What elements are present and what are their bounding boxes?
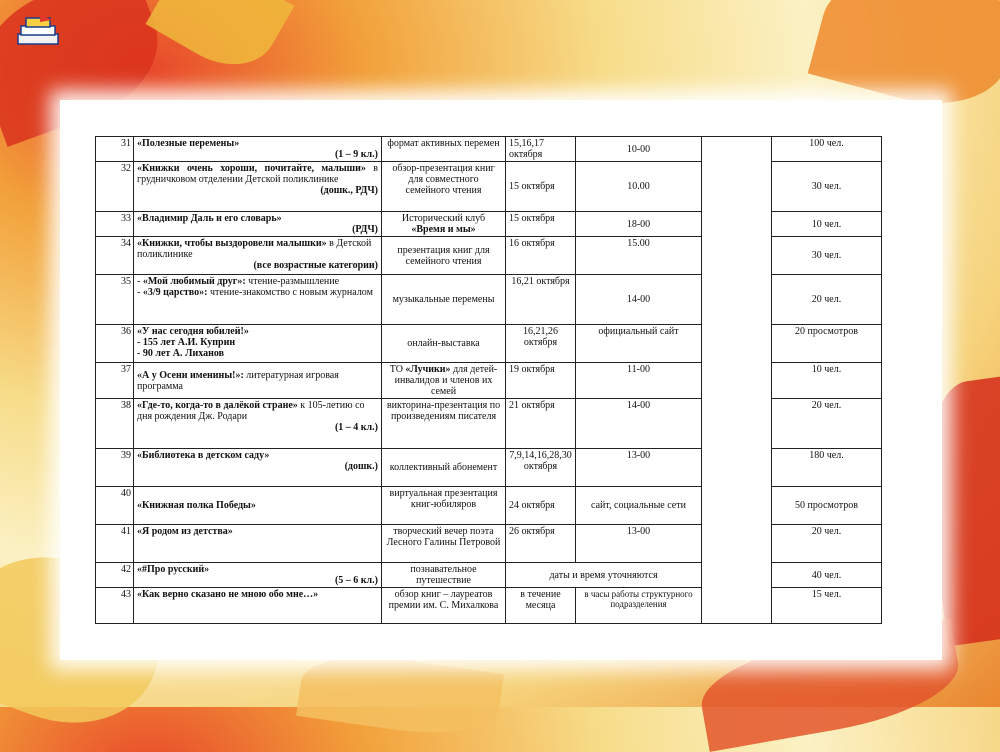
event-time: 10.00 <box>576 162 702 212</box>
event-date: 16,21,26 октября <box>506 325 576 363</box>
event-title: «Библиотека в детском саду» <box>137 450 270 461</box>
event-format: презентация книг для семейного чтения <box>382 237 506 275</box>
event-count: 40 чел. <box>772 563 882 588</box>
event-date: 7,9,14,16,28,30 октября <box>506 449 576 487</box>
empty-column <box>702 137 772 624</box>
event-title: «Книжная полка Победы» <box>137 500 256 511</box>
event-title: «Книжки очень хороши, почитайте, малыши» <box>137 163 366 174</box>
event-count: 15 чел. <box>772 588 882 624</box>
event-date: 16,21 октября <box>506 275 576 325</box>
event-title: «У нас сегодня юбилей!» <box>137 326 249 337</box>
event-format: музыкальные перемены <box>382 275 506 325</box>
event-date: 15 октября <box>506 162 576 212</box>
row-number: 43 <box>96 588 134 624</box>
row-number: 39 <box>96 449 134 487</box>
event-date: 16 октября <box>506 237 576 275</box>
event-audience: (дошк.) <box>344 461 378 472</box>
event-title: «Полезные перемены» <box>137 138 240 149</box>
event-audience: (1 – 4 кл.) <box>334 422 378 433</box>
event-line: - 90 лет А. Лиханов <box>137 348 225 359</box>
row-number: 36 <box>96 325 134 363</box>
row-number: 32 <box>96 162 134 212</box>
event-format: викторина-презентация по произведениям писателя <box>382 399 506 449</box>
event-line: - 155 лет А.И. Куприн <box>137 337 236 348</box>
event-time: сайт, социальные сети <box>576 487 702 525</box>
event-title: «Книжки, чтобы выздоровели малышки» <box>137 238 327 249</box>
event-count: 20 чел. <box>772 275 882 325</box>
event-title-cell <box>134 399 382 449</box>
event-format: познавательное путешествие <box>382 563 506 588</box>
event-title-rest: к 105-летию со дня рождения Дж. Родари <box>137 400 365 422</box>
event-format: обзор книг – лауреатов премии им. С. Михалкова <box>382 588 506 624</box>
row-number: 33 <box>96 212 134 237</box>
event-title-cell <box>134 588 382 624</box>
event-format: обзор-презентация книг для совместного семейного чтения <box>382 162 506 212</box>
document-page <box>60 100 942 660</box>
event-format-cell: ТО «Лучики» для детей-инвалидов и членов их семей <box>382 363 506 399</box>
event-format: формат активных перемен <box>382 137 506 162</box>
event-format-club: «Лучики» <box>405 364 451 375</box>
row-number: 40 <box>96 487 134 525</box>
event-date: 15,16,17 октября <box>506 137 576 162</box>
event-subtitle: «3/9 царство»: <box>142 287 208 298</box>
event-time: официальный сайт <box>576 325 702 363</box>
event-title-rest: в грудничковом отделении Детской поликлинике <box>137 163 378 185</box>
row-number: 34 <box>96 237 134 275</box>
event-title-rest: литературная игровая программа <box>137 369 339 392</box>
event-time: 13-00 <box>576 525 702 563</box>
event-audience: (все возрастные категории) <box>253 260 378 271</box>
row-number: 31 <box>96 137 134 162</box>
event-format: творческий вечер поэта Лесного Галины Петровой <box>382 525 506 563</box>
event-title-cell <box>134 449 382 487</box>
event-audience: (РДЧ) <box>352 224 378 235</box>
event-date: 19 октября <box>506 363 576 399</box>
event-title: «Мой любимый друг»: <box>142 276 246 287</box>
row-number: 41 <box>96 525 134 563</box>
autumn-leaf-decoration <box>296 646 504 743</box>
row-number: 35 <box>96 275 134 325</box>
event-date: 21 октября <box>506 399 576 449</box>
event-title-rest: чтение-размышление <box>245 276 340 287</box>
event-title-cell <box>134 162 382 212</box>
event-format: Исторический клуб <box>401 213 486 224</box>
event-count: 180 чел. <box>772 449 882 487</box>
event-time: 14-00 <box>576 399 702 449</box>
event-audience: (5 – 6 кл.) <box>334 575 378 586</box>
event-title-cell <box>134 237 382 275</box>
event-title-rest: в Детской поликлинике <box>137 238 372 260</box>
event-count: 30 чел. <box>772 237 882 275</box>
books-logo-icon <box>12 12 64 52</box>
row-number: 37 <box>96 363 134 399</box>
event-time: 15.00 <box>576 237 702 275</box>
events-table <box>95 136 882 624</box>
event-time: 13-00 <box>576 449 702 487</box>
event-title: «Владимир Даль и его словарь» <box>137 213 282 224</box>
event-date: 24 октября <box>506 487 576 525</box>
event-audience: (1 – 9 кл.) <box>334 149 378 160</box>
event-date: 15 октября <box>506 212 576 237</box>
event-title-cell <box>134 563 382 588</box>
event-audience: (дошк., РДЧ) <box>320 185 378 196</box>
event-title: «#Про русский» <box>137 564 210 575</box>
event-time: 11-00 <box>576 363 702 399</box>
event-format-club: «Время и мы» <box>411 224 476 235</box>
row-number: 42 <box>96 563 134 588</box>
event-title-cell: - «Мой любимый друг»: чтение-размышление - «3/9 царство»: чтение-знакомство с новым журналом <box>134 275 382 325</box>
event-time: в часы работы структурного подразделения <box>576 588 702 624</box>
event-datetime: даты и время уточняются <box>506 563 702 588</box>
event-title: «Я родом из детства» <box>137 526 233 537</box>
event-title-cell <box>134 212 382 237</box>
event-title-cell <box>134 487 382 525</box>
event-count: 20 чел. <box>772 399 882 449</box>
event-title-cell <box>134 363 382 399</box>
event-time: 14-00 <box>576 275 702 325</box>
event-count: 10 чел. <box>772 212 882 237</box>
event-count: 50 просмотров <box>772 487 882 525</box>
event-count: 100 чел. <box>772 137 882 162</box>
event-time: 18-00 <box>576 212 702 237</box>
event-count: 20 просмотров <box>772 325 882 363</box>
event-count: 30 чел. <box>772 162 882 212</box>
event-subtitle-rest: чтение-знакомство с новым журналом <box>207 287 373 298</box>
event-format: онлайн-выставка <box>382 325 506 363</box>
event-format: для детей-инвалидов и членов их семей <box>394 364 498 397</box>
row-number: 38 <box>96 399 134 449</box>
event-title-cell <box>134 525 382 563</box>
event-date: 26 октября <box>506 525 576 563</box>
event-format: коллективный абонемент <box>382 449 506 487</box>
event-date: в течение месяца <box>506 588 576 624</box>
event-title: «Где-то, когда-то в далёкой стране» <box>137 400 298 411</box>
autumn-leaf-decoration <box>146 0 295 84</box>
event-title-cell <box>134 137 382 162</box>
event-count: 10 чел. <box>772 363 882 399</box>
event-title: «А у Осени именины!»: <box>137 369 244 381</box>
event-format-cell <box>382 212 506 237</box>
event-time: 10-00 <box>576 137 702 162</box>
event-count: 20 чел. <box>772 525 882 563</box>
event-title-cell <box>134 325 382 363</box>
table-row <box>96 137 882 162</box>
event-format: виртуальная презентация книг-юбиляров <box>382 487 506 525</box>
event-title: «Как верно сказано не мною обо мне…» <box>137 589 319 600</box>
